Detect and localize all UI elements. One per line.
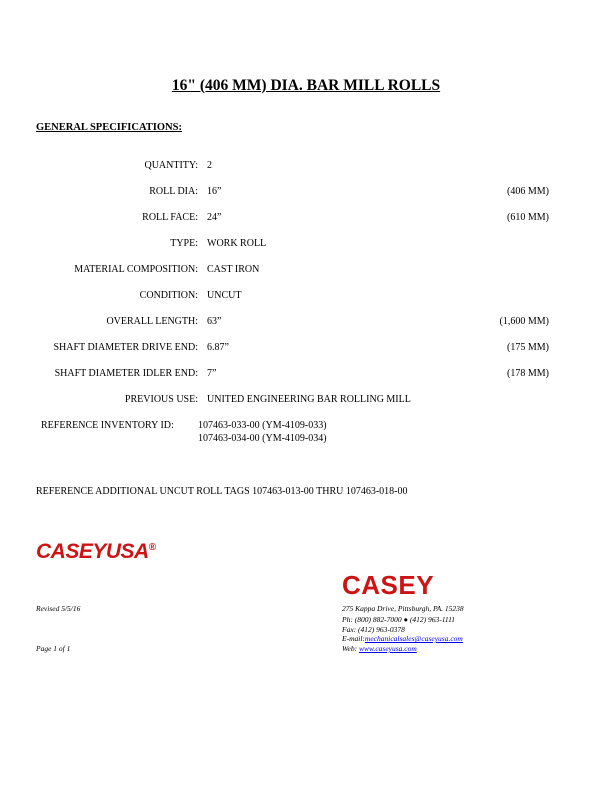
email-label: E-mail:: [342, 634, 365, 643]
spec-row: [0, 394, 612, 408]
web-label: Web:: [342, 644, 360, 653]
spec-label: SHAFT DIAMETER DRIVE END:: [53, 342, 198, 353]
spec-row: [0, 160, 612, 174]
spec-value: 63”: [207, 316, 222, 327]
contact-phone: Ph: (800) 882-7000 ● (412) 963-1111: [342, 615, 456, 624]
spec-row: [0, 264, 612, 278]
caseyusa-logo-text: CASEYUSA: [36, 540, 149, 563]
spec-label: ROLL FACE:: [142, 212, 198, 223]
spec-value: UNITED ENGINEERING BAR ROLLING MILL: [207, 394, 411, 405]
website-link[interactable]: www.caseyusa.com: [359, 644, 417, 653]
spec-row: [0, 290, 612, 304]
contact-email-row: [342, 634, 463, 643]
spec-value: 2: [207, 160, 212, 171]
email-link[interactable]: mechanicalsales@caseyusa.com: [364, 634, 463, 643]
spec-value: 7”: [207, 368, 217, 379]
spec-row: [0, 342, 612, 356]
spec-row: [0, 238, 612, 252]
reference-inventory-id: 107463-033-00 (YM-4109-033): [198, 420, 327, 431]
spec-value: 24”: [207, 212, 222, 223]
spec-metric: (178 MM): [507, 368, 549, 379]
spec-label: PREVIOUS USE:: [124, 394, 198, 405]
contact-fax: Fax: (412) 963-0378: [342, 625, 405, 634]
page-title: 16" (406 MM) DIA. BAR MILL ROLLS: [171, 77, 441, 94]
spec-value: CAST IRON: [207, 264, 260, 275]
spec-label: MATERIAL COMPOSITION:: [74, 264, 198, 275]
revised-date: Revised 5/5/16: [36, 604, 81, 613]
registered-mark: ®: [148, 542, 156, 553]
spec-row: [0, 316, 612, 330]
spec-row: [0, 186, 612, 200]
spec-value: UNCUT: [207, 290, 242, 301]
spec-label: OVERALL LENGTH:: [106, 316, 198, 327]
section-heading: GENERAL SPECIFICATIONS:: [36, 122, 182, 133]
casey-logo: CASEY: [342, 570, 435, 600]
spec-label: TYPE:: [170, 238, 198, 249]
contact-address: 275 Kappa Drive, Pittsburgh, PA. 15238: [342, 604, 464, 613]
spec-metric: (1,600 MM): [499, 316, 549, 327]
spec-metric: (175 MM): [507, 342, 549, 353]
spec-label: ROLL DIA:: [149, 186, 198, 197]
reference-inventory-label: REFERENCE INVENTORY ID:: [41, 420, 174, 431]
spec-label: CONDITION:: [139, 290, 198, 301]
spec-label: SHAFT DIAMETER IDLER END:: [54, 368, 198, 379]
additional-tags-note: REFERENCE ADDITIONAL UNCUT ROLL TAGS 107463-013-00 THRU 107463-018-00: [36, 486, 408, 497]
spec-row: [0, 368, 612, 382]
contact-web-row: [342, 644, 417, 653]
spec-row: [0, 212, 612, 226]
page-number: Page 1 of 1: [36, 644, 71, 653]
spec-metric: (406 MM): [507, 186, 549, 197]
spec-label: QUANTITY:: [144, 160, 198, 171]
spec-value: 16”: [207, 186, 222, 197]
caseyusa-logo: [36, 540, 156, 564]
spec-value: 6.87”: [207, 342, 229, 353]
spec-value: WORK ROLL: [207, 238, 267, 249]
spec-metric: (610 MM): [507, 212, 549, 223]
reference-inventory-id: 107463-034-00 (YM-4109-034): [198, 433, 327, 444]
